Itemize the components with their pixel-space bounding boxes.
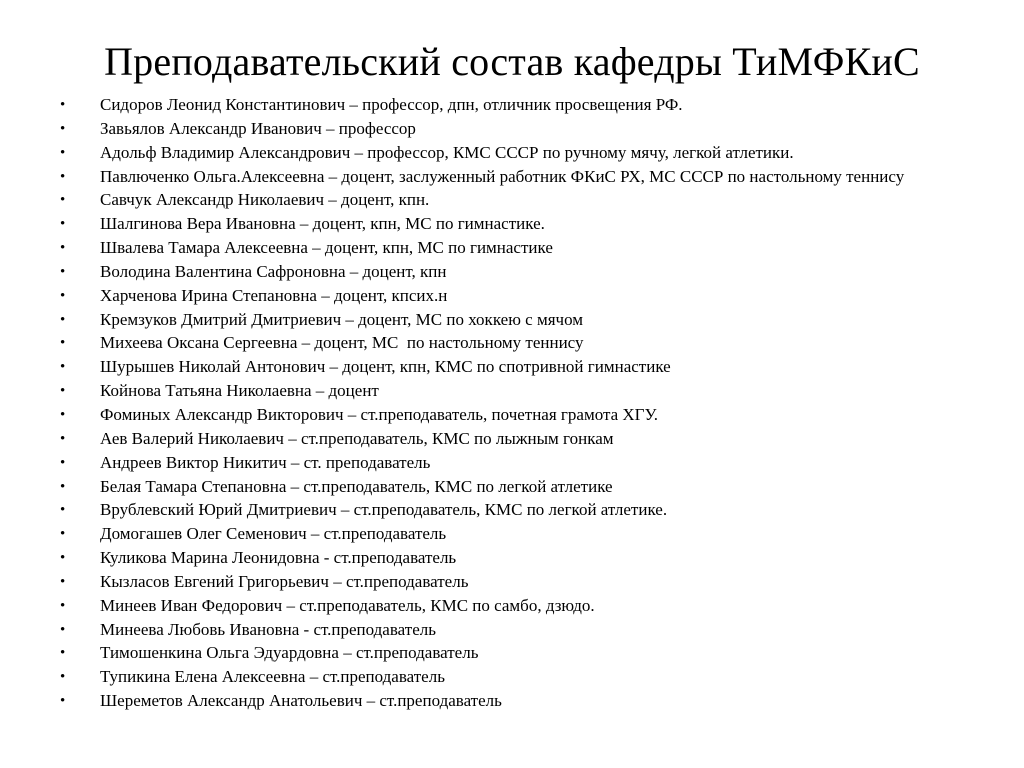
list-item-text: Домогашев Олег Семенович – ст.преподаватель [100,524,447,544]
list-item-text: Савчук Александр Николаевич – доцент, кпн. [100,190,430,210]
bullet-icon: • [60,621,66,638]
bullet-icon: • [60,144,66,161]
list-item-text: Минеев Иван Федорович – ст.преподаватель, КМС по самбо, дзюдо. [100,595,595,615]
bullet-icon: • [60,693,66,710]
list-item [0,429,1024,449]
list-item-text: Минеева Любовь Ивановна - ст.преподаватель [100,619,436,639]
list-item-text: Харченова Ирина Степановна – доцент, кпсих.н [100,285,448,305]
list-item [0,238,1024,258]
list-item-text: Шереметов Александр Анатольевич – ст.преподаватель [100,691,502,711]
list-item [0,357,1024,377]
bullet-icon: • [60,120,66,137]
list-item-text: Сидоров Леонид Константинович – профессор, дпн, отличник просвещения РФ. [100,95,683,114]
bullet-icon: • [60,645,66,662]
list-item-text: Тимошенкина Ольга Эдуардовна – ст.преподаватель [100,643,479,663]
list-item [0,214,1024,234]
list-item-text: Павлюченко Ольга.Алексеевна – доцент, заслуженный работник ФКиС РХ, МС СССР по настольному теннису [100,166,905,186]
list-item [0,477,1024,497]
bullet-icon: • [60,478,66,495]
list-item-text: Володина Валентина Сафроновна – доцент, кпн [100,261,447,281]
list-item [0,572,1024,592]
list-item [0,381,1024,401]
bullet-icon: • [60,502,66,519]
bullet-icon: • [60,406,66,423]
list-item-text: Андреев Виктор Никитич – ст. преподаватель [100,452,431,472]
bullet-icon: • [60,550,66,567]
list-item [0,119,1024,139]
bullet-icon: • [60,216,66,233]
list-item-text: Кызласов Евгений Григорьевич – ст.преподаватель [100,571,469,591]
list-item [0,143,1024,163]
list-item [0,453,1024,473]
list-item [0,524,1024,544]
bullet-icon: • [60,573,66,590]
list-item [0,167,1024,187]
list-item-text: Аев Валерий Николаевич – ст.преподаватель, КМС по лыжным гонкам [100,428,614,448]
list-item [0,691,1024,711]
list-item [0,95,1024,115]
list-item [0,667,1024,687]
list-item-text: Шалгинова Вера Ивановна – доцент, кпн, МС по гимнастике. [100,214,545,234]
list-item-text: Михеева Оксана Сергеевна – доцент, МС по настольному теннису [100,333,584,353]
bullet-icon: • [60,359,66,376]
list-item [0,333,1024,353]
bullet-icon: • [60,430,66,447]
staff-list [0,95,1024,715]
list-item [0,310,1024,330]
list-item-text: Шурышев Николай Антонович – доцент, кпн, КМС по спотривной гимнастике [100,357,671,377]
list-item-text: Адольф Владимир Александрович – профессор, КМС СССР по ручному мячу, легкой атлетики. [100,142,794,162]
bullet-icon: • [60,335,66,352]
list-item [0,643,1024,663]
list-item [0,500,1024,520]
list-item [0,548,1024,568]
list-item [0,596,1024,616]
bullet-icon: • [60,97,66,113]
bullet-icon: • [60,383,66,400]
list-item-text: Завьялов Александр Иванович – профессор [100,118,416,138]
list-item-text: Фоминых Александр Викторович – ст.преподаватель, почетная грамота ХГУ. [100,404,659,424]
bullet-icon: • [60,526,66,543]
list-item-text: Куликова Марина Леонидовна - ст.преподаватель [100,548,457,568]
list-item [0,405,1024,425]
list-item [0,190,1024,210]
list-item-text: Врублевский Юрий Дмитриевич – ст.преподаватель, КМС по легкой атлетике. [100,500,668,520]
list-item [0,262,1024,282]
list-item-text: Швалева Тамара Алексеевна – доцент, кпн, МС по гимнастике [100,238,553,258]
bullet-icon: • [60,168,66,185]
bullet-icon: • [60,240,66,257]
bullet-icon: • [60,192,66,209]
bullet-icon: • [60,597,66,614]
bullet-icon: • [60,287,66,304]
list-item-text: Койнова Татьяна Николаевна – доцент [100,381,379,401]
bullet-icon: • [60,311,66,328]
list-item [0,620,1024,640]
list-item-text: Тупикина Елена Алексеевна – ст.преподаватель [100,667,445,687]
slide-title: Преподавательский состав кафедры ТиМФКиС [104,39,920,84]
bullet-icon: • [60,263,66,280]
bullet-icon: • [60,669,66,686]
list-item-text: Кремзуков Дмитрий Дмитриевич – доцент, МС по хоккею с мячом [100,309,584,329]
bullet-icon: • [60,454,66,471]
list-item-text: Белая Тамара Степановна – ст.преподаватель, КМС по легкой атлетике [100,476,613,496]
list-item [0,286,1024,306]
